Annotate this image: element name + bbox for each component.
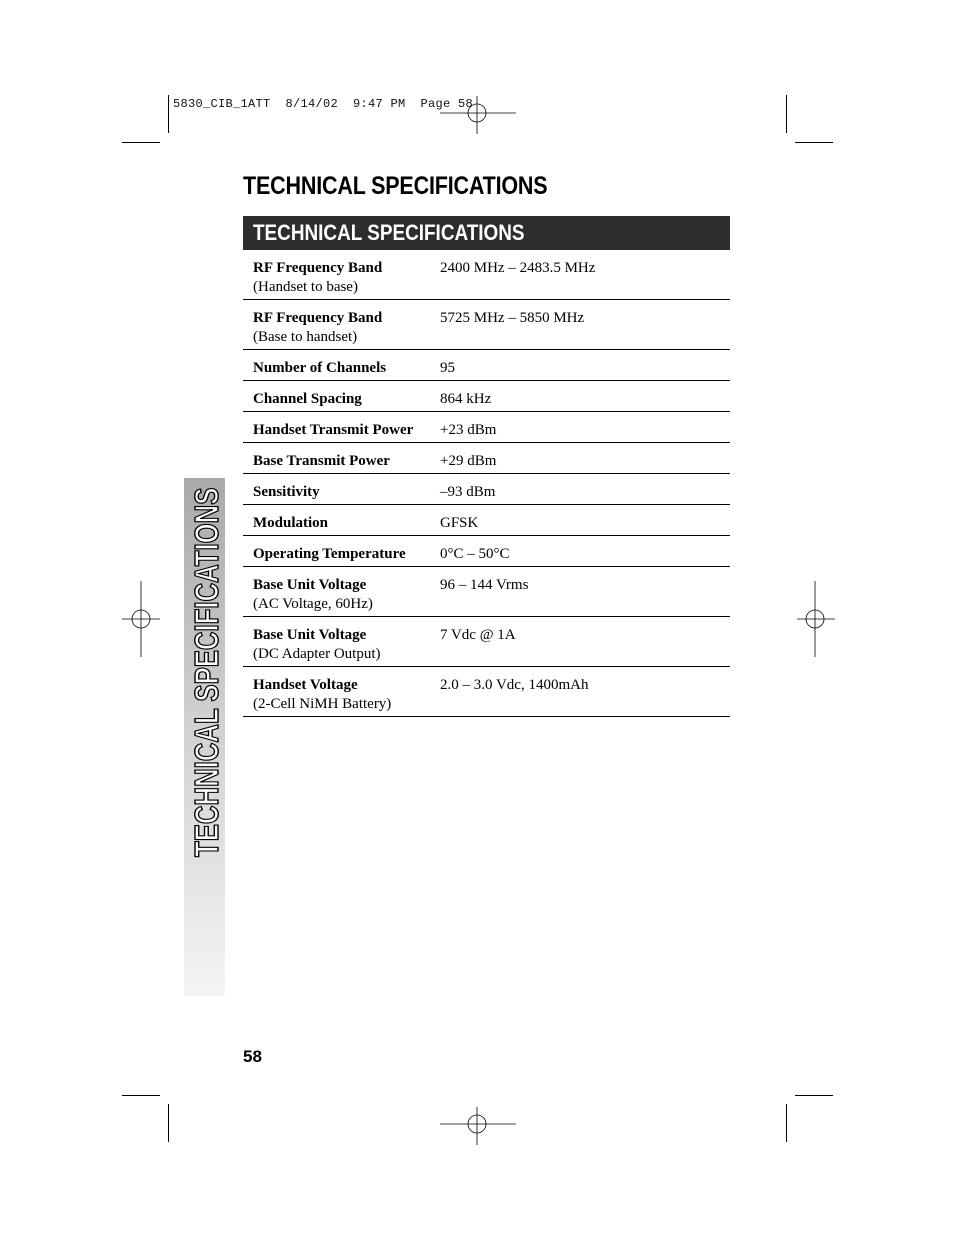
spec-value: +23 dBm	[440, 422, 497, 438]
spec-label-text: Operating Temperature	[253, 546, 406, 562]
spec-label-sub: (DC Adapter Output)	[253, 646, 381, 662]
spec-value: –93 dBm	[440, 484, 496, 500]
spec-label	[253, 359, 386, 378]
spec-row	[243, 250, 730, 300]
spec-row	[243, 350, 730, 381]
crop-mark	[122, 1095, 160, 1096]
registration-mark-icon	[440, 1105, 516, 1145]
page-number: 58	[243, 1047, 262, 1066]
spec-label	[253, 514, 328, 533]
spec-row	[243, 443, 730, 474]
spec-label	[253, 676, 391, 714]
spec-label-text: Base Unit Voltage	[253, 627, 367, 643]
spec-label	[253, 483, 320, 502]
spec-label	[253, 421, 413, 440]
registration-mark-icon	[795, 581, 835, 657]
spec-value: 5725 MHz – 5850 MHz	[440, 310, 585, 326]
spec-value: 864 kHz	[440, 391, 492, 407]
spec-section-header	[243, 216, 730, 250]
crop-mark	[786, 1104, 787, 1142]
spec-label-text: Number of Channels	[253, 360, 387, 376]
spec-label-text: Handset Transmit Power	[253, 422, 414, 438]
crop-mark	[168, 95, 169, 133]
spec-row	[243, 567, 730, 617]
spec-label-sub: (Handset to base)	[253, 279, 358, 295]
crop-mark	[786, 95, 787, 133]
print-slug-line: 5830_CIB_1ATT 8/14/02 9:47 PM Page 58	[173, 97, 474, 111]
spec-value: +29 dBm	[440, 453, 497, 469]
spec-row	[243, 536, 730, 567]
spec-row	[243, 505, 730, 536]
spec-value: 95	[440, 360, 455, 376]
spec-row	[243, 474, 730, 505]
spec-label-text: Channel Spacing	[253, 391, 362, 407]
spec-value: GFSK	[440, 515, 479, 531]
spec-row	[243, 381, 730, 412]
spec-label	[253, 626, 380, 664]
spec-value: 96 – 144 Vrms	[440, 577, 529, 593]
spec-value: 0°C – 50°C	[440, 546, 510, 562]
spec-table	[243, 250, 730, 717]
spec-row	[243, 667, 730, 717]
spec-row	[243, 300, 730, 350]
crop-mark	[122, 142, 160, 143]
spec-section-title: TECHNICAL SPECIFICATIONS	[253, 220, 525, 245]
spec-label	[253, 452, 390, 471]
spec-label-sub: (Base to handset)	[253, 329, 358, 345]
spec-label	[253, 309, 382, 347]
crop-mark	[795, 142, 833, 143]
registration-mark-icon	[122, 581, 162, 657]
spec-label	[253, 259, 382, 297]
registration-mark-icon	[440, 96, 516, 136]
spec-label	[253, 390, 362, 409]
spec-label-text: Handset Voltage	[253, 677, 358, 693]
spec-label-text: RF Frequency Band	[253, 260, 383, 276]
spec-row	[243, 412, 730, 443]
spec-label-text: Modulation	[253, 515, 329, 531]
spec-label-text: Base Unit Voltage	[253, 577, 367, 593]
spec-label	[253, 576, 373, 614]
spec-label-text: RF Frequency Band	[253, 310, 383, 326]
spec-label-text: Sensitivity	[253, 484, 320, 500]
crop-mark	[795, 1095, 833, 1096]
spec-value: 2400 MHz – 2483.5 MHz	[440, 260, 596, 276]
spec-value: 7 Vdc @ 1A	[440, 627, 516, 643]
spec-value: 2.0 – 3.0 Vdc, 1400mAh	[440, 677, 589, 693]
crop-mark	[168, 1104, 169, 1142]
spec-label-sub: (AC Voltage, 60Hz)	[253, 596, 373, 612]
spec-row	[243, 617, 730, 667]
spec-label-sub: (2-Cell NiMH Battery)	[253, 696, 392, 712]
spec-label-text: Base Transmit Power	[253, 453, 390, 469]
page-title: TECHNICAL SPECIFICATIONS	[243, 172, 548, 200]
spec-label	[253, 545, 406, 564]
side-tab-label: TECHNICAL SPECIFICATIONS	[188, 487, 225, 857]
